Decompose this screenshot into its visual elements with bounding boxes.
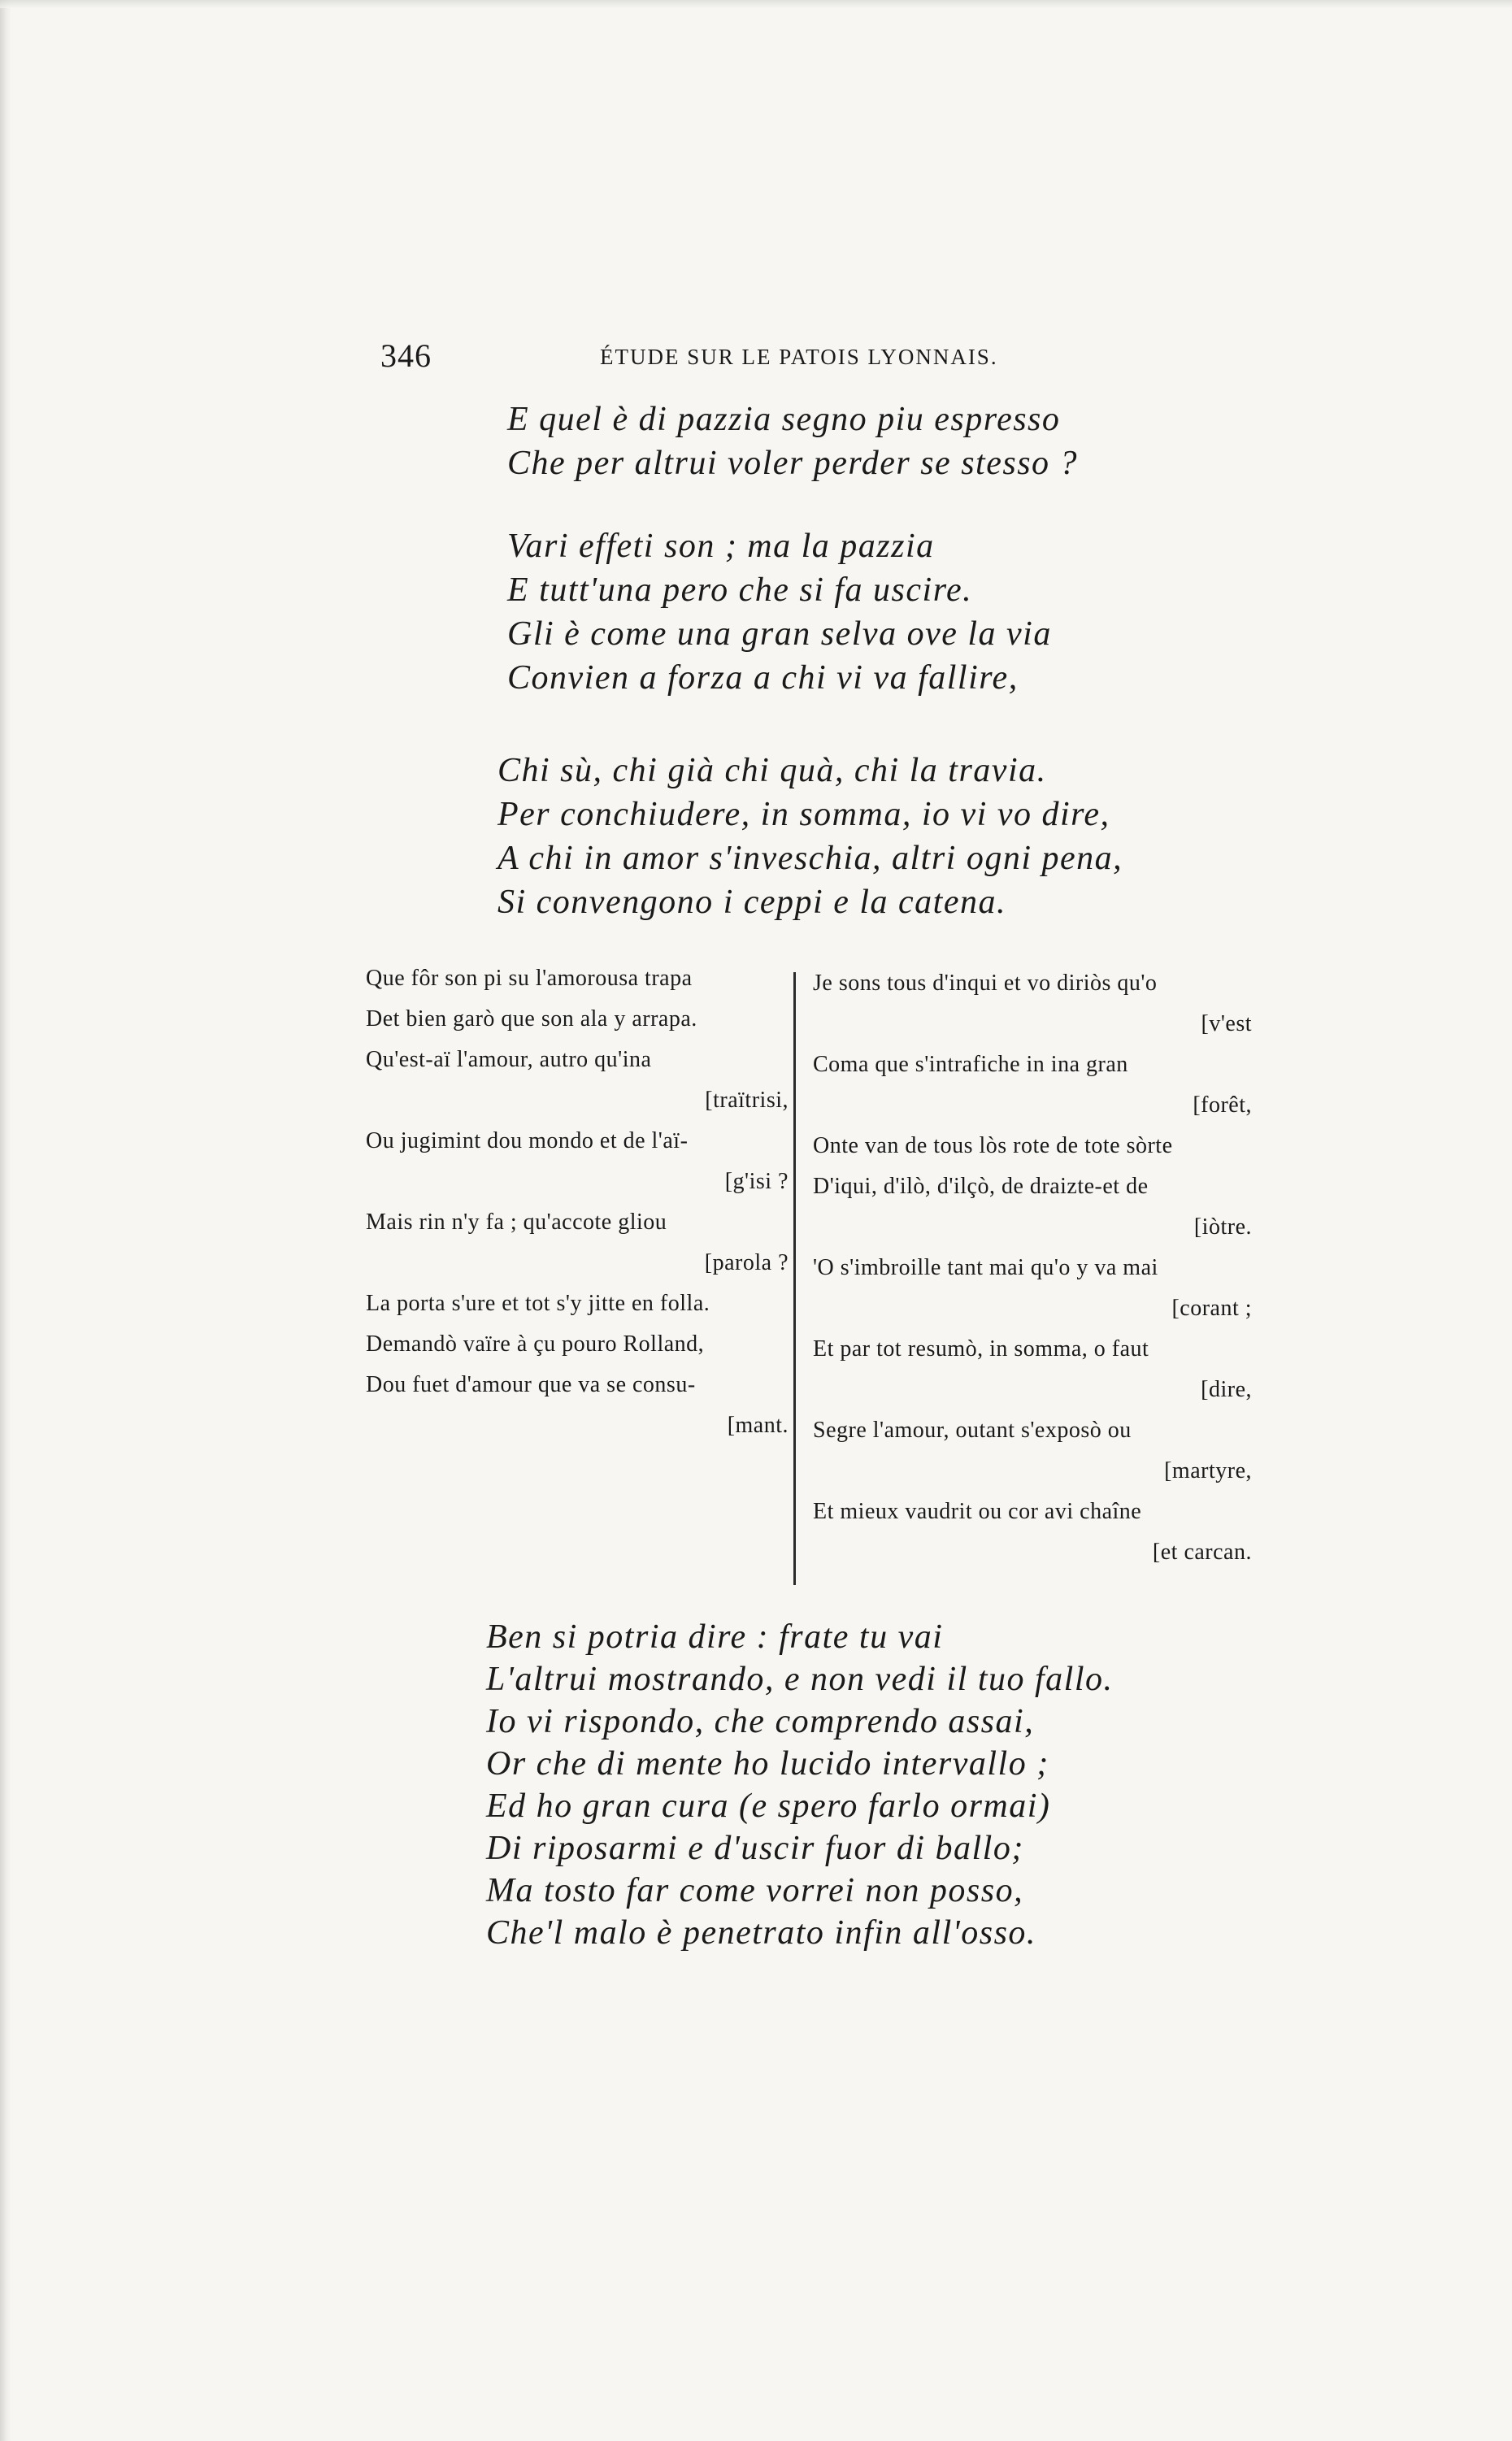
verse-line: A chi in amor s'inveschia, altri ogni pena, [497, 840, 1123, 877]
verse-line: Or che di mente ho lucido intervallo ; [486, 1745, 1049, 1783]
translation-line: [g'isi ? [724, 1169, 789, 1194]
translation-line: [dire, [1201, 1377, 1252, 1402]
translation-line: 'O s'imbroille tant mai qu'o y va mai [813, 1255, 1158, 1280]
verse-line: Convien a forza a chi vi va fallire, [507, 659, 1019, 697]
verse-line: Io vi rispondo, che comprendo assai, [486, 1703, 1035, 1740]
verse-line: Vari effeti son ; ma la pazzia [507, 528, 935, 565]
verse-line: Ben si potria dire : frate tu vai [486, 1618, 944, 1656]
page-number: 346 [380, 337, 432, 374]
translation-line: [martyre, [1164, 1458, 1252, 1483]
translation-line: Et mieux vaudrit ou cor avi chaîne [813, 1499, 1142, 1524]
translation-line: Qu'est-aï l'amour, autro qu'ina [366, 1047, 652, 1072]
translation-line: [traïtrisi, [705, 1088, 789, 1113]
translation-line: Et par tot resumò, in somma, o faut [813, 1336, 1149, 1362]
running-title: ÉTUDE SUR LE PATOIS LYONNAIS. [600, 345, 998, 369]
verse-line: Ma tosto far come vorrei non posso, [486, 1872, 1024, 1909]
translation-line: Ou jugimint dou mondo et de l'aï- [366, 1128, 689, 1153]
verse-line: Di riposarmi e d'uscir fuor di ballo; [486, 1830, 1024, 1867]
running-head [0, 325, 1512, 374]
translation-line: Coma que s'intrafiche in ina gran [813, 1052, 1128, 1077]
verse-line: E tutt'una pero che si fa uscire. [507, 571, 973, 609]
translation-line: [corant ; [1171, 1296, 1252, 1321]
patois-translation-right-column [813, 971, 1252, 1588]
translation-line: [parola ? [704, 1250, 789, 1275]
verse-line: Chi sù, chi già chi quà, chi la travia. [497, 752, 1047, 789]
translation-line: Onte van de tous lòs rote de tote sòrte [813, 1133, 1173, 1158]
translation-line: Je sons tous d'inqui et vo diriòs qu'o [813, 971, 1158, 996]
verse-line: Gli è come una gran selva ove la via [507, 615, 1052, 653]
verse-line: Si convengono i ceppi e la catena. [497, 884, 1006, 921]
column-divider [793, 972, 796, 1585]
verse-line: Che'l malo è penetrato infin all'osso. [486, 1914, 1036, 1952]
verse-line: E quel è di pazzia segno piu espresso [507, 401, 1061, 438]
translation-line: [et carcan. [1152, 1540, 1252, 1565]
translation-line: Segre l'amour, outant s'exposò ou [813, 1418, 1132, 1443]
patois-translation-left-column [366, 966, 789, 1470]
translation-line: [iòtre. [1193, 1214, 1252, 1240]
translation-line: [v'est [1201, 1011, 1252, 1036]
translation-line: Que fôr son pi su l'amorousa trapa [366, 966, 693, 991]
translation-line: La porta s'ure et tot s'y jitte en folla. [366, 1291, 710, 1316]
translation-line: [mant. [727, 1413, 789, 1438]
translation-line: [forêt, [1193, 1092, 1252, 1118]
verse-line: L'altrui mostrando, e non vedi il tuo fallo. [486, 1661, 1114, 1698]
scan-edge-top [0, 0, 1512, 8]
verse-line: Che per altrui voler perder se stesso ? [507, 445, 1079, 482]
translation-line: D'iqui, d'ilò, d'ilçò, de draizte-et de [813, 1174, 1149, 1199]
verse-line: Per conchiudere, in somma, io vi vo dire, [497, 796, 1110, 833]
translation-line: Demandò vaïre à çu pouro Rolland, [366, 1331, 705, 1357]
verse-line: Ed ho gran cura (e spero farlo ormai) [486, 1787, 1051, 1825]
translation-line: Dou fuet d'amour que va se consu- [366, 1372, 696, 1397]
translation-line: Mais rin n'y fa ; qu'accote gliou [366, 1210, 667, 1235]
translation-line: Det bien garò que son ala y arrapa. [366, 1006, 697, 1032]
